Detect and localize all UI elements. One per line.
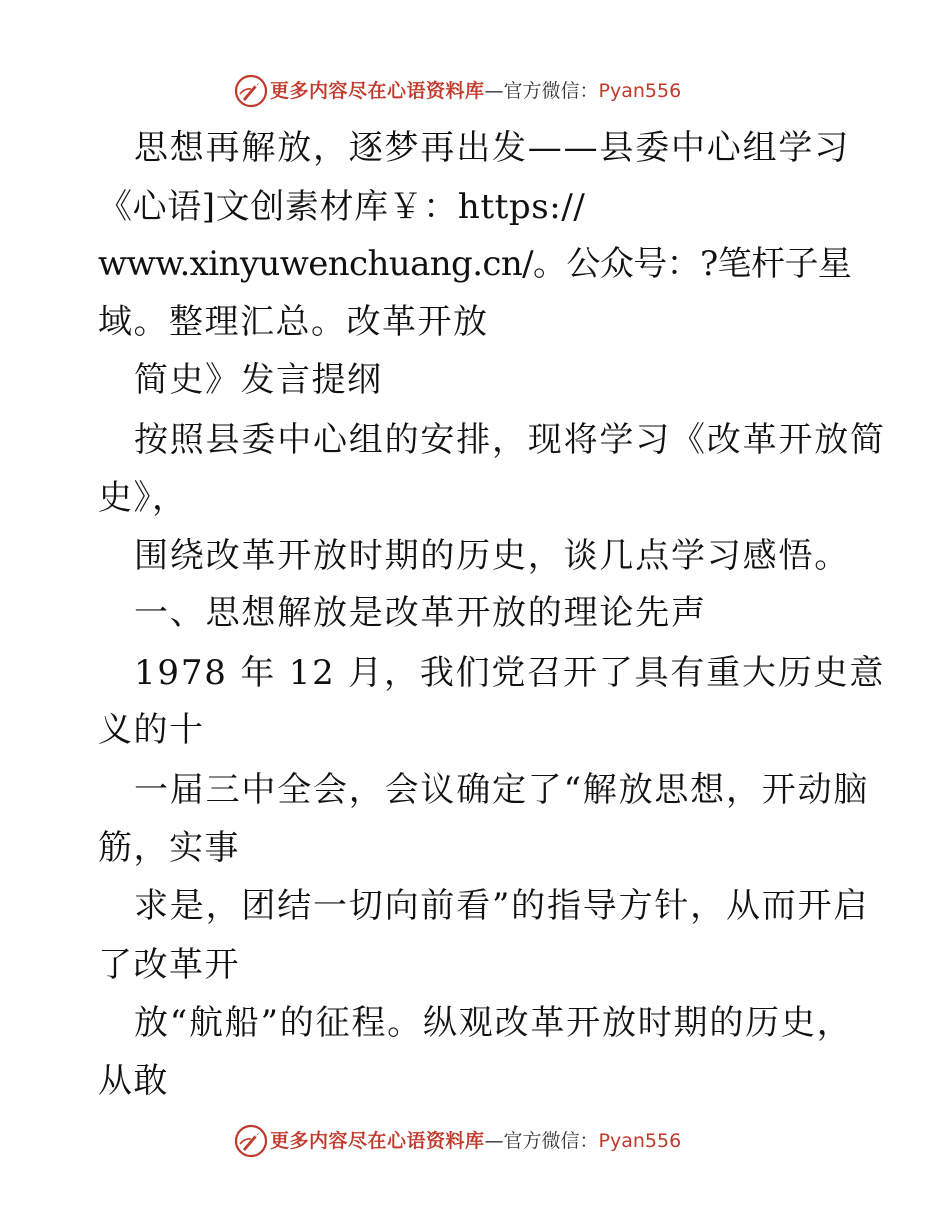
text-line: 围绕改革开放时期的历史，谈几点学习感悟。	[134, 536, 850, 576]
pen-nib-logo-icon	[234, 1124, 268, 1158]
watermark-wechat-label: 官方微信：	[503, 1130, 599, 1152]
watermark-main-text: 更多内容尽在心语资料库	[270, 1130, 485, 1152]
footer-watermark-text	[270, 1129, 681, 1153]
footer-watermark-banner	[0, 1122, 950, 1162]
watermark-separator: —	[484, 80, 504, 102]
text-line: 筋，实事	[98, 828, 240, 868]
text-line: 一届三中全会，会议确定了“解放思想，开动脑	[134, 770, 870, 810]
header-watermark-text	[270, 79, 681, 103]
text-line: www.xinyuwenchuang.cn/。公众号：?笔杆子星	[98, 244, 852, 284]
section-heading: 一、思想解放是改革开放的理论先声	[134, 593, 707, 633]
watermark-main-text: 更多内容尽在心语资料库	[270, 80, 485, 102]
text-line: 求是，团结一切向前看”的指导方针，从而开启	[134, 886, 870, 926]
text-line: 史》，	[98, 478, 188, 518]
watermark-wechat-label: 官方微信：	[503, 80, 599, 102]
text-line: 简史》发言提纲	[134, 360, 383, 400]
watermark-separator: —	[484, 1130, 504, 1152]
watermark-wechat-id: Pyan556	[598, 80, 682, 102]
text-line: 《心语]文创素材库￥：https://	[98, 187, 586, 227]
pen-nib-logo-icon	[234, 74, 268, 108]
text-line: 义的十	[98, 710, 205, 750]
text-line: 按照县委中心组的安排，现将学习《改革开放简	[134, 420, 886, 460]
text-line: 域。整理汇总。改革开放	[98, 302, 489, 342]
header-watermark-banner	[0, 72, 950, 112]
text-line: 从敢	[98, 1061, 169, 1101]
text-line: 1978 年 12 月，我们党召开了具有重大历史意	[134, 653, 886, 693]
watermark-wechat-id: Pyan556	[598, 1130, 682, 1152]
document-title-line: 思想再解放，逐梦再出发——县委中心组学习	[134, 128, 850, 168]
text-line: 放“航船”的征程。纵观改革开放时期的历史，	[134, 1003, 853, 1043]
text-line: 了改革开	[98, 945, 240, 985]
